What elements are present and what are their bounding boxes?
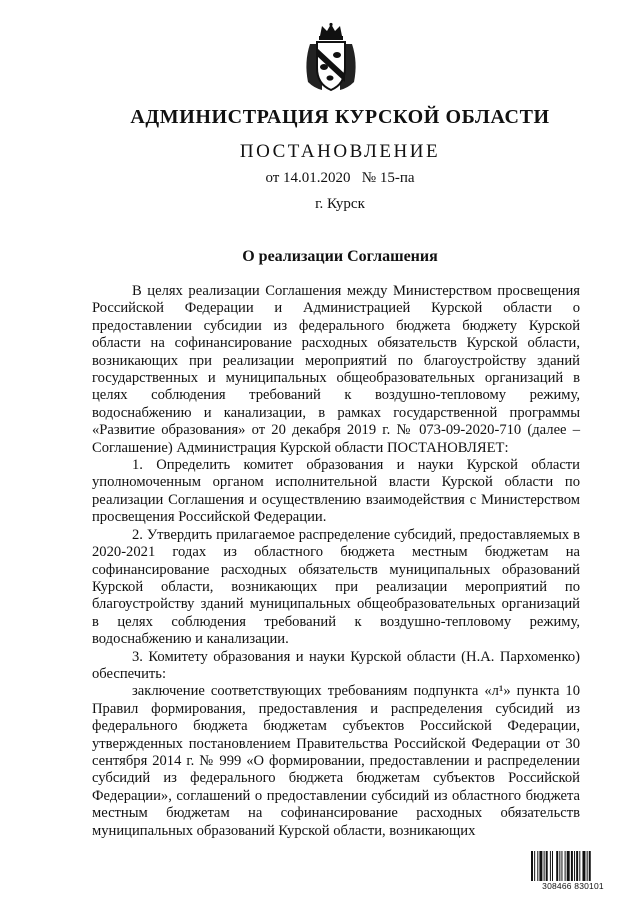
barcode-bar [574,851,575,881]
barcode-bar [544,851,545,881]
barcode-bar [579,851,580,881]
barcode-bar [539,851,542,881]
date-and-number: от 14.01.2020 № 15-па [265,170,415,186]
barcode-bar [552,851,553,881]
barcode-bar [559,851,560,881]
barcode-bar [576,851,578,881]
barcode-bar [589,851,591,881]
barcode-bar [587,851,588,881]
paragraph: 3. Комитету образования и науки Курской области (Н.А. Пархоменко) обеспечить: [92,648,580,682]
barcode-bar [565,851,566,881]
barcode-bar [550,851,551,881]
coat-of-arms-icon [300,22,362,94]
barcode-bar [561,851,562,881]
barcode [531,851,615,891]
organization-name: АДМИНИСТРАЦИЯ КУРСКОЙ ОБЛАСТИ [130,106,550,128]
barcode-number: 308466 830101 [542,881,604,891]
barcode-bar [567,851,570,881]
document-type: ПОСТАНОВЛЕНИЕ [239,141,441,162]
paragraph: 1. Определить комитет образования и науки Курской области уполномоченным органом исполнительной власти Курской области по реализации Соглашения и осуществлению взаимодействия с Министерством просвещения Российской Федерации. [92,457,580,526]
barcode-bar [537,851,538,881]
barcode-bar [531,851,533,881]
city: г. Курск [315,196,365,212]
barcode-bar [556,851,558,881]
barcode-bar [546,851,548,881]
barcode-bar [571,851,573,881]
paragraph: В целях реализации Соглашения между Министерством просвещения Российской Федерации и Администрацией Курской области о предоставлении субсидии из федерального бюджета бюджету Курской области на софинансирование расходных обязательств Курской области, возникающих при реализации мероприятий по благоустройству зданий государственных и муниципальных общеобразовательных организаций в целях соблюдения требований к воздушно-тепловому режиму, водоснабжению и канализации, в рамках государственной программы «Развитие образования» от 20 декабря 2019 г. № 073-09-2020-710 (далее – Соглашение) Администрация Курской области ПОСТАНОВЛЯЕТ: [92,283,580,456]
paragraph: 2. Утвердить прилагаемое распределение субсидий, предоставляемых в 2020-2021 годах из областного бюджета местным бюджетам на софинансирование расходных обязательств муниципальных образований Курской области, возникающих при реализации мероприятий по благоустройству зданий муниципальных общеобразовательных организаций в целях соблюдения требований к воздушно-тепловому режиму, водоснабжению и канализации. [92,526,580,648]
document-title: О реализации Соглашения [242,248,438,265]
document-body [92,283,580,840]
barcode-bar [534,851,535,881]
barcode-bar [582,851,585,881]
barcode-bars [531,851,615,881]
paragraph: заключение соответствующих требованиям подпункта «л¹» пункта 10 Правил формирования, предоставления и распределения субсидий из федерального бюджета бюджетам субъектов Российской Федерации, утвержденных постановлением Правительства Российской Федерации от 30 сентября 2014 г. № 999 «О формировании, предоставлении и распределении субсидий из федерального бюджета бюджетам субъектов Российской Федерации», соглашений о предоставлении субсидий из областного бюджета местным бюджетам на софинансирование расходных обязательств муниципальных образований Курской области, возникающих [92,683,580,839]
